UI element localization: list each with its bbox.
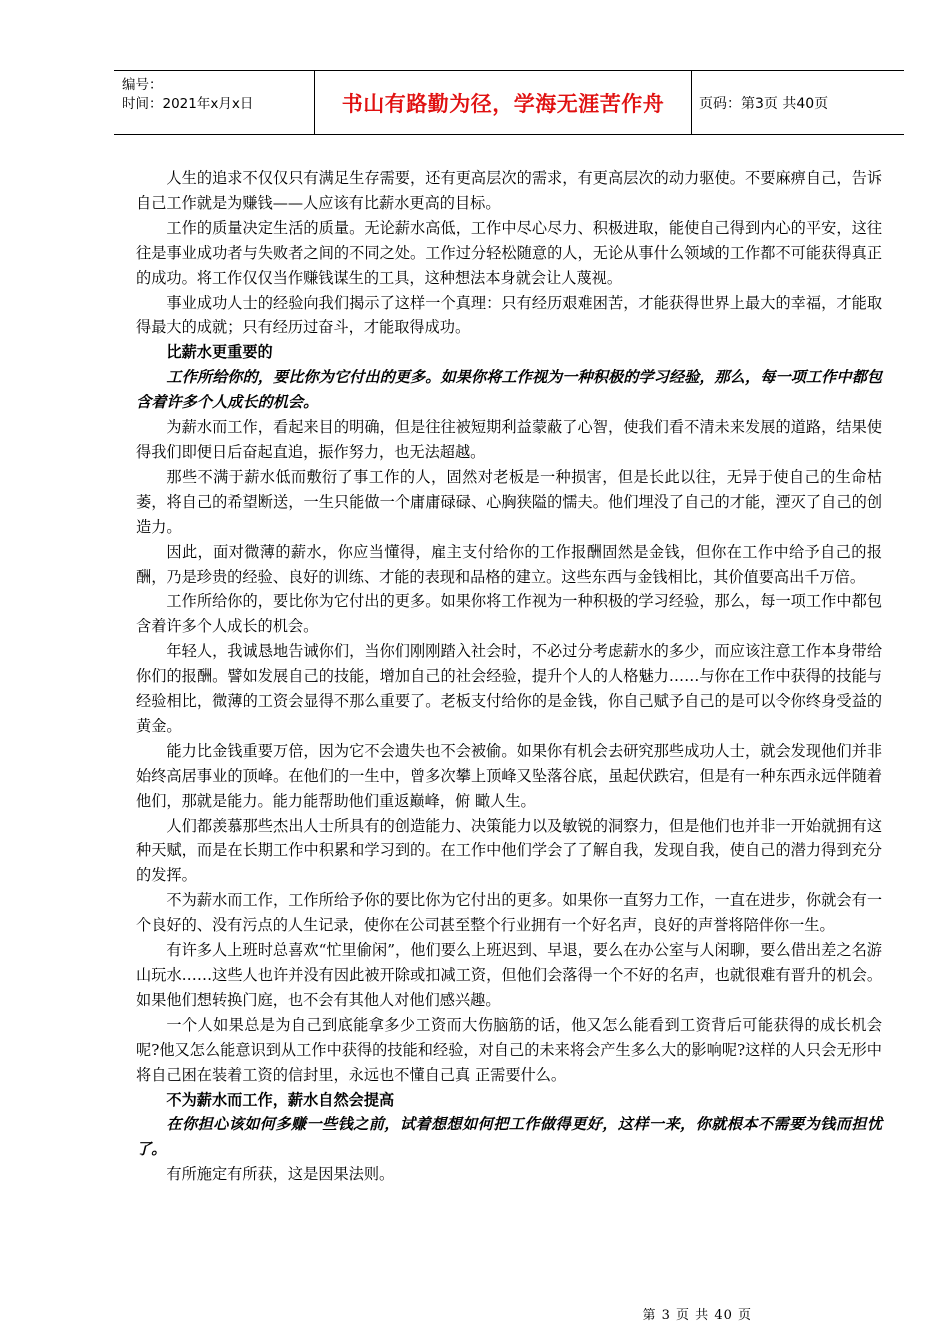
page-footer: 第 3 页 共 40 页 (642, 1308, 752, 1323)
header-meta (114, 71, 314, 134)
section-heading: 比薪水更重要的 (166, 343, 273, 362)
time-label: 时间：2021年x月x日 (122, 96, 254, 112)
document-body (136, 166, 882, 1187)
paragraph: 人生的追求不仅仅只有满足生存需要，还有更高层次的需求，有更高层次的动力驱使。不要麻痹自己，告诉自己工作就是为赚钱——人应该有比薪水更高的目标。 (136, 169, 882, 212)
paragraph: 不为薪水而工作，工作所给予你的要比你为它付出的更多。如果你一直努力工作，一直在进步，你就会有一个良好的、没有污点的人生记录，使你在公司甚至整个行业拥有一个好名声，良好的声誉将陪伴你一生。 (136, 891, 882, 935)
page-header (114, 70, 904, 135)
paragraph: 那些不满于薪水低而敷衍了事工作的人，固然对老板是一种损害，但是长此以往，无异于使自己的生命枯萎，将自己的希望断送，一生只能做一个庸庸碌碌、心胸狭隘的懦夫。他们埋没了自己的才能，湮灭了自己的创造力。 (136, 467, 882, 536)
paragraph: 能力比金钱重要万倍，因为它不会遗失也不会被偷。如果你有机会去研究那些成功人士，就会发现他们并非始终高居事业的顶峰。在他们的一生中，曾多次攀上顶峰又坠落谷底，虽起伏跌宕，但是有一种东西永远伴随着他们，那就是能力。能力能帮助他们重返巅峰，俯 瞰人生。 (136, 741, 882, 810)
paragraph: 一个人如果总是为自己到底能拿多少工资而大伤脑筋的话，他又怎么能看到工资背后可能获得的成长机会呢?他又怎么能意识到从工作中获得的技能和经验，对自己的未来将会产生多么大的影响呢?这样的人只会无形中将自己困在装着工资的信封里，永远也不懂自己真 正需要什么。 (136, 1015, 882, 1084)
section-heading: 不为薪水而工作，薪水自然会提高 (166, 1090, 395, 1109)
paragraph: 有许多人上班时总喜欢“忙里偷闲”，他们要么上班迟到、早退，要么在办公室与人闲聊，要么借出差之名游山玩水……这些人也许并没有因此被开除或扣减工资，但他们会落得一个不好的名声，也就很难有晋升的机会。如果他们想转换门庭，也不会有其他人对他们感兴趣。 (136, 941, 882, 1009)
number-label: 编号： (122, 77, 163, 93)
paragraph: 有所施定有所获，这是因果法则。 (166, 1165, 395, 1184)
emphasis-paragraph: 工作所给你的，要比你为它付出的更多。如果你将工作视为一种积极的学习经验，那么，每一项工作中都包含着许多个人成长的机会。 (136, 368, 882, 412)
paragraph: 年轻人，我诚恳地告诫你们，当你们刚刚踏入社会时，不必过分考虑薪水的多少，而应该注意工作本身带给你们的报酬。譬如发展自己的技能，增加自己的社会经验，提升个人的人格魅力……与你在工作中获得的技能与经验相比，微薄的工资会显得不那么重要了。老板支付给你的是金钱，你自己赋予自己的是可以令你终身受益的黄金。 (136, 642, 882, 735)
paragraph: 事业成功人士的经验向我们揭示了这样一个真理：只有经历艰难困苦，才能获得世界上最大的幸福，才能取得最大的成就；只有经历过奋斗，才能取得成功。 (136, 293, 882, 337)
paragraph: 工作的质量决定生活的质量。无论薪水高低，工作中尽心尽力、积极进取，能使自己得到内心的平安，这往往是事业成功者与失败者之间的不同之处。工作过分轻松随意的人，无论从事什么领域的工作都不可能获得真正的成功。将工作仅仅当作赚钱谋生的工具，这种想法本身就会让人蔑视。 (136, 218, 882, 287)
paragraph: 人们都羡慕那些杰出人士所具有的创造能力、决策能力以及敏锐的洞察力，但是他们也并非一开始就拥有这种天赋，而是在长期工作中积累和学习到的。在工作中他们学会了了解自我，发现自我，使自己的潜力得到充分的发挥。 (136, 816, 882, 885)
paragraph: 因此，面对微薄的薪水，你应当懂得，雇主支付给你的工作报酬固然是金钱，但你在工作中给予自己的报酬，乃是珍贵的经验、良好的训练、才能的表现和品格的建立。这些东西与金钱相比，其价值要高出千万倍。 (136, 542, 882, 586)
header-page-label: 页码：第3页 共40页 (699, 95, 829, 112)
header-motto: 书山有路勤为径，学海无涯苦作舟 (314, 71, 692, 134)
paragraph: 工作所给你的，要比你为它付出的更多。如果你将工作视为一种积极的学习经验，那么，每一项工作中都包含着许多个人成长的机会。 (136, 592, 882, 636)
emphasis-paragraph: 在你担心该如何多赚一些钱之前，试着想想如何把工作做得更好，这样一来，你就根本不需要为钱而担忧了。 (136, 1115, 882, 1159)
paragraph: 为薪水而工作，看起来目的明确，但是往往被短期利益蒙蔽了心智，使我们看不清未来发展的道路，结果使得我们即便日后奋起直追，振作努力，也无法超越。 (136, 418, 882, 461)
